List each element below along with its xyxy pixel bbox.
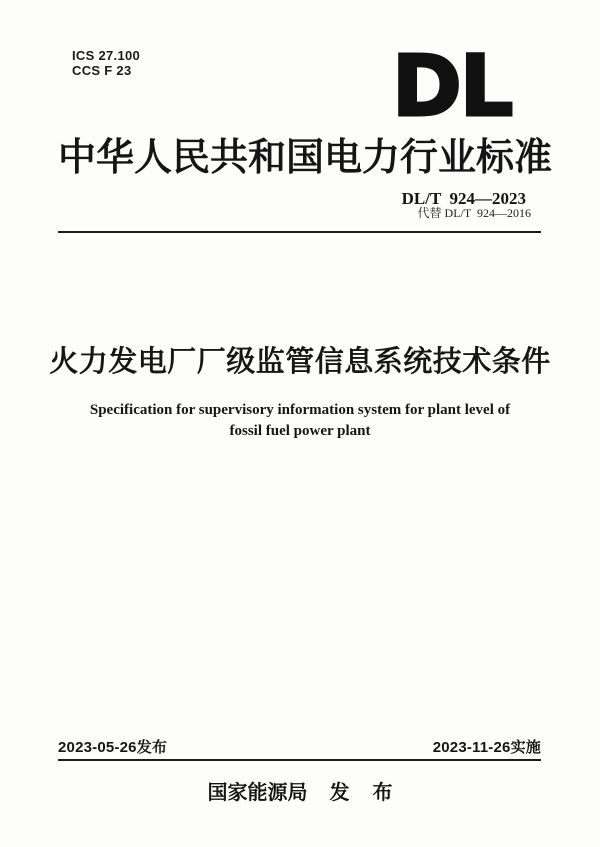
classification-codes bbox=[72, 48, 140, 78]
document-title-en-line1: Specification for supervisory information system for plant level of bbox=[89, 402, 511, 418]
dl-logo: DL bbox=[392, 37, 512, 135]
replaced-standard-note: 代替 DL/T 924—2016 bbox=[417, 206, 531, 220]
issuing-authority: 国家能源局 bbox=[207, 782, 308, 804]
implementation-date: 2023-11-26实施 bbox=[432, 739, 541, 756]
ccs-code: CCS F 23 bbox=[72, 63, 132, 78]
footer-divider-line bbox=[58, 759, 541, 761]
document-title-zh: 火力发电厂厂级监管信息系统技术条件 bbox=[49, 346, 551, 378]
document-title-en-line2: fossil fuel power plant bbox=[229, 423, 371, 439]
issuing-footer bbox=[0, 782, 600, 804]
standard-class-title: 中华人民共和国电力行业标准 bbox=[58, 137, 553, 179]
document-title-en bbox=[0, 400, 600, 442]
standard-number: DL/T 924—2023 bbox=[401, 189, 526, 208]
date-row bbox=[58, 739, 541, 756]
issue-date: 2023-05-26发布 bbox=[58, 739, 168, 756]
issue-verb: 发 布 bbox=[329, 782, 402, 804]
ics-code: ICS 27.100 bbox=[72, 48, 141, 63]
header-divider-line bbox=[58, 231, 541, 233]
